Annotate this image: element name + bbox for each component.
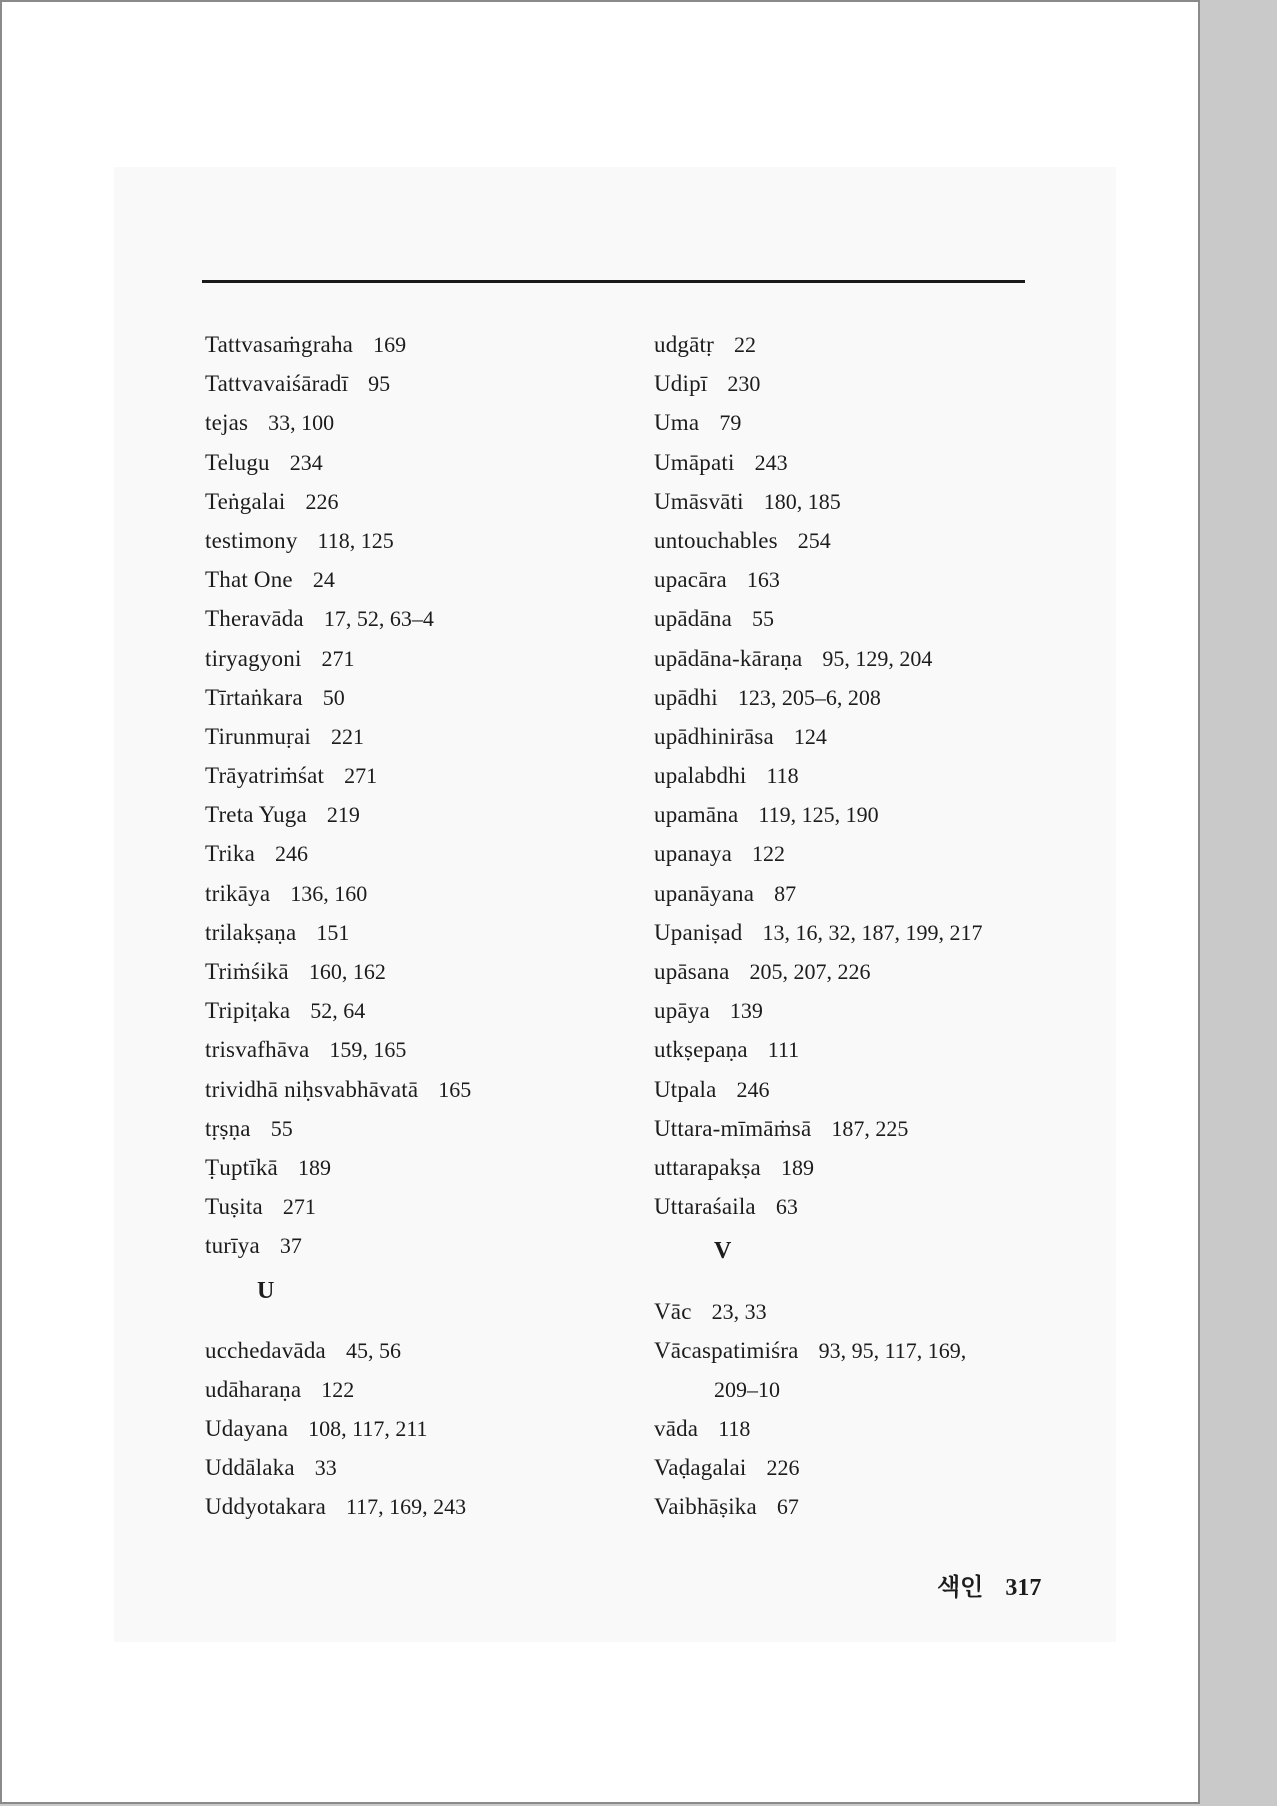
index-pages: 136, 160 (290, 880, 368, 906)
index-term: Umāpati (654, 449, 735, 475)
index-pages: 139 (729, 998, 763, 1024)
index-entry (205, 560, 665, 599)
index-term: Utpala (654, 1076, 717, 1102)
index-term: trividhā niḥsvabhāvatā (205, 1076, 419, 1102)
left-index-column (205, 325, 665, 1527)
index-term: Theravāda (205, 606, 304, 632)
index-entry (205, 403, 665, 442)
index-pages: 271 (321, 645, 355, 671)
index-term: That One (205, 567, 293, 593)
index-term: Uddālaka (205, 1455, 295, 1481)
index-entry (654, 443, 1114, 482)
index-entry (205, 1448, 665, 1487)
index-term: turīya (205, 1233, 260, 1259)
index-entry (654, 1292, 1114, 1331)
index-term: trisvafhāva (205, 1037, 310, 1063)
index-entry (205, 1370, 665, 1409)
index-term: trikāya (205, 880, 271, 906)
index-pages: 93, 95, 117, 169, (818, 1337, 967, 1363)
index-term: upāsana (654, 959, 730, 984)
index-pages: 118, 125 (317, 527, 394, 553)
index-entry (654, 364, 1114, 403)
index-pages: 33 (314, 1455, 337, 1481)
index-term: ucchedavāda (205, 1337, 326, 1363)
index-pages: 108, 117, 211 (308, 1416, 428, 1442)
index-pages: 67 (776, 1494, 799, 1520)
index-term: upanaya (654, 841, 733, 867)
index-pages: 205, 207, 226 (749, 959, 871, 984)
index-entry (654, 1370, 1114, 1409)
index-entry (205, 482, 665, 521)
index-term: Tīrtaṅkara (205, 684, 303, 710)
index-term: Vāc (654, 1298, 692, 1324)
page-footer (937, 1567, 1041, 1602)
index-term: Vaibhāṣika (654, 1494, 757, 1520)
index-pages: 159, 165 (329, 1037, 407, 1063)
index-pages: 271 (344, 763, 378, 789)
index-entry (654, 991, 1114, 1030)
index-pages: 271 (282, 1194, 316, 1220)
index-pages: 55 (270, 1115, 293, 1141)
index-entry (205, 599, 665, 638)
index-term: upādāna-kāraṇa (654, 645, 803, 671)
index-entry (654, 521, 1114, 560)
index-term: uttarapakṣa (654, 1154, 761, 1180)
index-entry (205, 443, 665, 482)
index-term: upacāra (654, 567, 727, 593)
index-pages: 226 (766, 1455, 800, 1481)
index-pages: 111 (767, 1037, 800, 1063)
index-term: upādāna (654, 606, 733, 632)
index-entry (205, 1109, 665, 1148)
index-pages: 189 (780, 1154, 814, 1180)
index-pages: 180, 185 (763, 488, 841, 514)
index-entry (205, 795, 665, 834)
index-pages: 189 (297, 1154, 331, 1180)
index-pages: 87 (774, 880, 797, 906)
index-pages: 234 (289, 449, 323, 475)
index-term: tṛṣṇa (205, 1115, 251, 1141)
index-entry (654, 952, 1114, 991)
index-term: tiryagyoni (205, 645, 302, 671)
index-pages: 45, 56 (345, 1337, 401, 1363)
index-pages: 118 (766, 763, 799, 789)
index-pages: 165 (438, 1076, 472, 1102)
index-pages: 160, 162 (308, 959, 386, 984)
index-entry (654, 1448, 1114, 1487)
index-entry (654, 1070, 1114, 1109)
index-pages: 122 (752, 841, 786, 867)
index-term: Tattvavaiśāradī (205, 371, 349, 397)
index-pages: 95, 129, 204 (822, 645, 933, 671)
index-pages: 52, 64 (310, 998, 366, 1024)
index-entry (205, 678, 665, 717)
index-pages: 13, 16, 32, 187, 199, 217 (762, 919, 983, 945)
index-pages: 187, 225 (831, 1115, 909, 1141)
header-rule (202, 280, 1025, 283)
index-term: Ṭuptīkā (205, 1154, 278, 1180)
index-pages: 246 (275, 841, 308, 867)
section-letter-heading: U (257, 1277, 275, 1304)
index-term: Uma (654, 410, 700, 436)
index-entry (654, 560, 1114, 599)
index-entry (654, 874, 1114, 913)
index-term: utkṣepaṇa (654, 1037, 748, 1063)
index-term: Vācaspatimiśra (654, 1337, 799, 1363)
index-entry (654, 639, 1114, 678)
index-term: Udayana (205, 1416, 289, 1442)
index-entry (654, 1487, 1114, 1526)
section-letter-heading: V (714, 1238, 732, 1265)
index-term: untouchables (654, 527, 778, 553)
index-entry (654, 325, 1114, 364)
index-entry (654, 599, 1114, 638)
index-term: upādhinirāsa (654, 723, 774, 749)
index-pages: 50 (322, 684, 345, 710)
index-entry (205, 991, 665, 1030)
index-pages: 37 (279, 1233, 302, 1259)
index-entry (205, 1070, 665, 1109)
index-term: Telugu (205, 449, 270, 475)
index-term: trilakṣaṇa (205, 919, 297, 945)
index-pages: 219 (326, 802, 360, 828)
index-entry (654, 834, 1114, 873)
index-pages: 79 (719, 410, 742, 436)
index-entry (205, 1331, 665, 1370)
index-term: Teṅgalai (205, 488, 286, 514)
index-term: vāda (654, 1416, 699, 1442)
index-entry (654, 717, 1114, 756)
index-entry (205, 874, 665, 913)
index-pages: 230 (727, 371, 761, 397)
index-entry (205, 1030, 665, 1069)
index-term: Tripiṭaka (205, 998, 291, 1024)
index-term: tejas (205, 410, 249, 436)
index-entry (205, 1187, 665, 1226)
index-term: upanāyana (654, 880, 755, 906)
right-index-column (654, 325, 1114, 1527)
index-pages: 55 (752, 606, 775, 632)
index-term: Umāsvāti (654, 488, 744, 514)
index-entry (654, 403, 1114, 442)
index-pages: 118 (718, 1416, 751, 1442)
index-term: Upaniṣad (654, 919, 743, 945)
index-pages: 122 (321, 1376, 355, 1402)
index-entry (654, 1331, 1114, 1370)
index-term: Tirunmuṛai (205, 723, 311, 749)
index-entry (654, 482, 1114, 521)
index-entry (205, 1487, 665, 1526)
index-entry (654, 913, 1114, 952)
index-pages: 24 (312, 567, 335, 593)
index-term: udgātṛ (654, 332, 714, 357)
index-entry (654, 1187, 1114, 1226)
index-entry (205, 1226, 665, 1265)
index-pages: 63 (775, 1194, 798, 1220)
index-term: udāharaṇa (205, 1376, 302, 1402)
index-entry (205, 756, 665, 795)
index-pages: 95 (368, 371, 391, 397)
index-entry (205, 325, 665, 364)
index-term: upalabdhi (654, 763, 747, 789)
page-number: 317 (1005, 1575, 1042, 1601)
index-term: Vaḍagalai (654, 1455, 747, 1481)
index-term: Trāyatriṁśat (205, 763, 325, 789)
index-entry (654, 678, 1114, 717)
index-term: testimony (205, 527, 298, 553)
index-entry (654, 1030, 1114, 1069)
index-term: Tuṣita (205, 1194, 263, 1220)
index-term: Udipī (654, 371, 708, 397)
index-pages: 246 (736, 1076, 770, 1102)
index-entry (654, 756, 1114, 795)
index-term: Uttara-mīmāṁsā (654, 1115, 812, 1141)
index-pages: 221 (330, 723, 364, 749)
index-pages: 254 (797, 527, 831, 553)
index-term: Uttaraśaila (654, 1194, 756, 1220)
index-pages: 33, 100 (268, 410, 335, 436)
index-entry (205, 717, 665, 756)
index-term: Triṁśikā (205, 959, 289, 984)
index-pages: 117, 169, 243 (346, 1494, 467, 1520)
index-entry (654, 1148, 1114, 1187)
index-pages: 163 (746, 567, 780, 593)
index-term: upāya (654, 998, 710, 1024)
index-entry (205, 1148, 665, 1187)
index-pages: 169 (373, 332, 407, 357)
index-entry (654, 1409, 1114, 1448)
index-term: upādhi (654, 684, 718, 710)
index-term: Treta Yuga (205, 802, 307, 828)
index-entry (205, 1409, 665, 1448)
index-entry (654, 1109, 1114, 1148)
index-pages: 209–10 (714, 1376, 780, 1402)
index-pages: 22 (733, 332, 756, 357)
index-entry (205, 952, 665, 991)
index-entry (205, 364, 665, 403)
index-term: upamāna (654, 802, 739, 828)
index-pages: 23, 33 (711, 1298, 767, 1324)
index-pages: 124 (793, 723, 827, 749)
index-entry (654, 795, 1114, 834)
index-term: Tattvasaṁgraha (205, 332, 354, 357)
index-pages: 226 (305, 488, 339, 514)
index-entry (205, 521, 665, 560)
index-term: Uddyotakara (205, 1494, 326, 1520)
index-pages: 243 (754, 449, 788, 475)
index-entry (205, 913, 665, 952)
index-pages: 123, 205–6, 208 (737, 684, 881, 710)
index-entry (205, 834, 665, 873)
index-pages: 119, 125, 190 (758, 802, 879, 828)
index-pages: 17, 52, 63–4 (323, 606, 434, 632)
index-pages: 151 (316, 919, 350, 945)
footer-label: 색인 (937, 1575, 984, 1601)
index-term: Trika (205, 841, 255, 867)
index-entry (205, 639, 665, 678)
